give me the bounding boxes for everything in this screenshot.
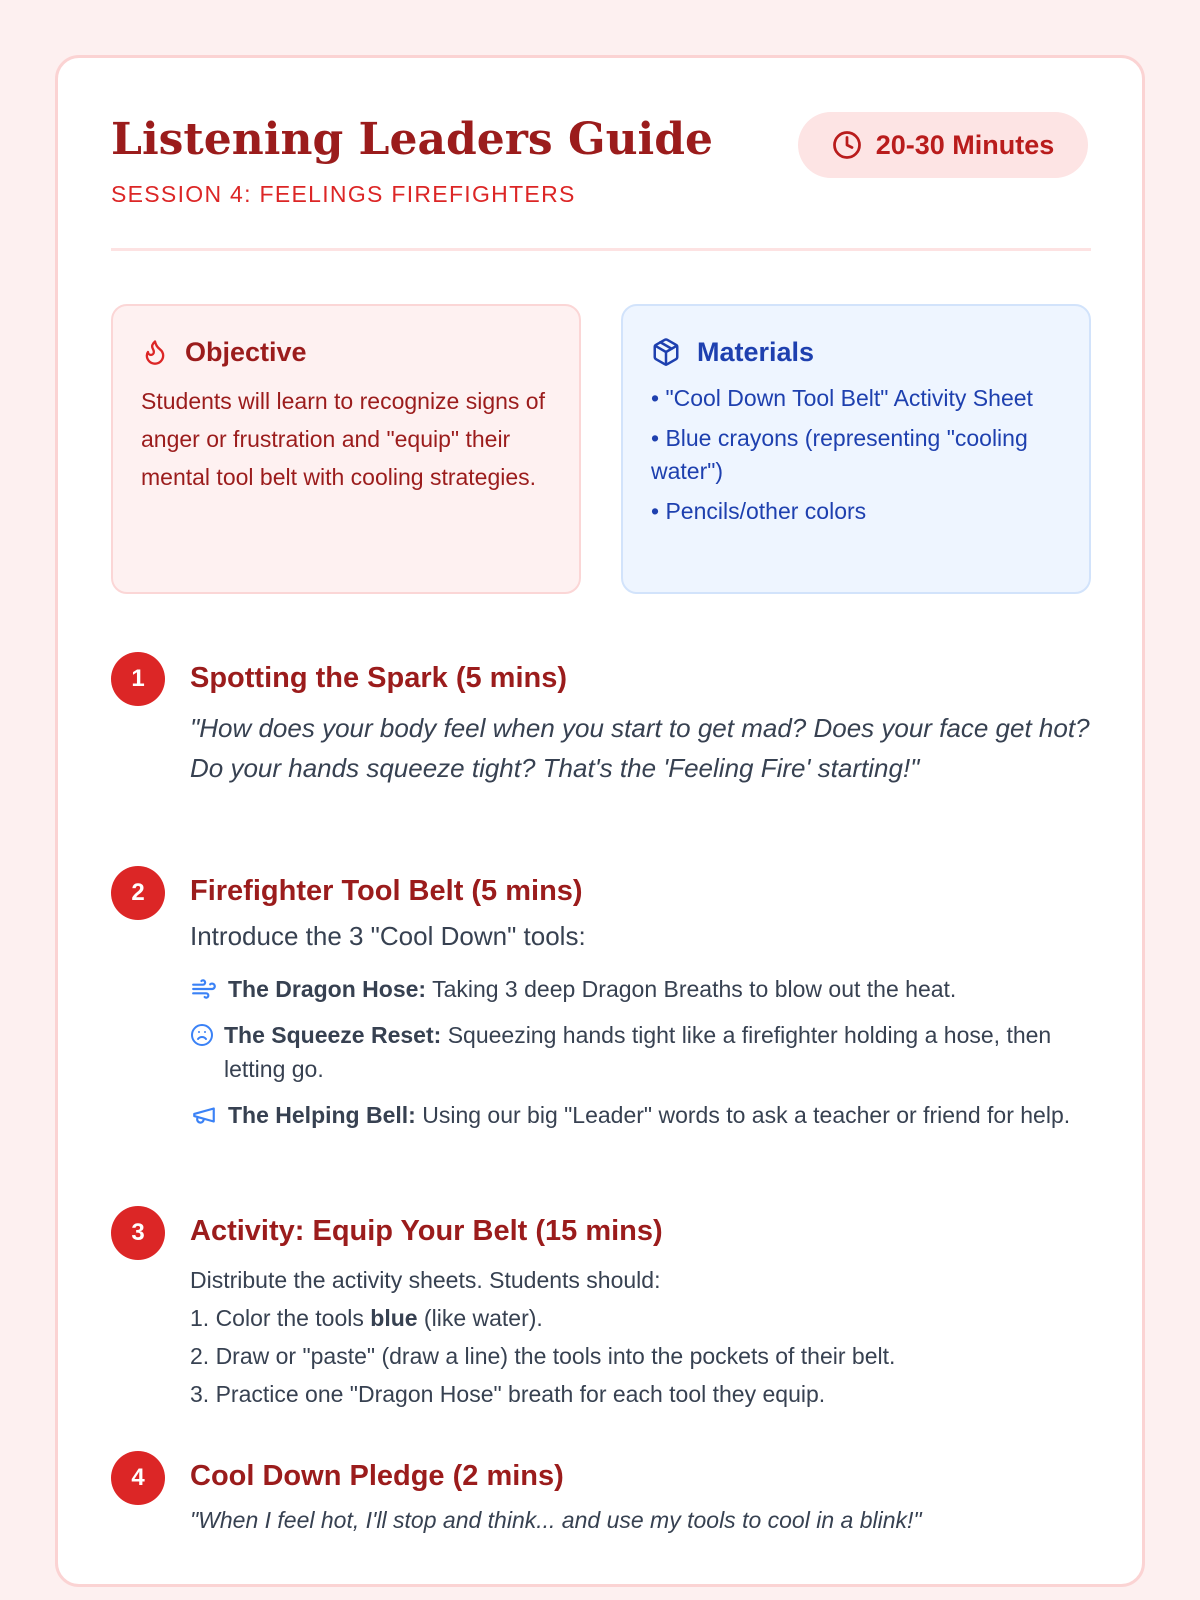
step-4-title: Cool Down Pledge (2 mins) (190, 1460, 564, 1492)
flame-icon (141, 338, 169, 366)
step-3-line-2: 2. Draw or "paste" (draw a line) the tools into the pockets of their belt. (190, 1343, 896, 1369)
tool-name: The Squeeze Reset: (224, 1022, 442, 1048)
cool-down-tools (190, 972, 1090, 1144)
step-3-line-3: 3. Practice one "Dragon Hose" breath for each tool they equip. (190, 1381, 826, 1407)
step-3-instructions (190, 1261, 1090, 1413)
megaphone-icon (191, 1102, 217, 1128)
materials-item: • "Cool Down Tool Belt" Activity Sheet (651, 385, 1033, 411)
package-icon (651, 337, 681, 367)
objective-heading-label: Objective (185, 337, 307, 367)
emphasis-blue: blue (370, 1305, 418, 1331)
tool-name: The Dragon Hose: (228, 976, 427, 1002)
tool-description: Using our big "Leader" words to ask a teacher or friend for help. (422, 1102, 1071, 1128)
step-2-title: Firefighter Tool Belt (5 mins) (190, 875, 583, 907)
step-4-number: 4 (111, 1451, 165, 1505)
tool-item (190, 1098, 1090, 1132)
materials-heading-label: Materials (697, 337, 815, 367)
step-3-intro: Distribute the activity sheets. Students should: (190, 1267, 661, 1293)
step-1-title: Spotting the Spark (5 mins) (190, 662, 568, 694)
wind-icon (191, 976, 217, 1002)
page-title: Listening Leaders Guide (111, 114, 714, 165)
duration-label: 20-30 Minutes (875, 129, 1055, 160)
step-2-number: 2 (111, 866, 165, 920)
step-3-line-1: 1. Color the tools blue (like water). (190, 1305, 543, 1331)
materials-item: • Blue crayons (representing "cooling water") (651, 425, 1028, 484)
materials-panel (621, 304, 1091, 594)
tool-item (190, 1018, 1090, 1086)
tool-description: Taking 3 deep Dragon Breaths to blow out the heat. (432, 976, 957, 1002)
header-divider (111, 248, 1091, 251)
tool-item (190, 972, 1090, 1006)
materials-heading (651, 334, 1061, 370)
tool-name: The Helping Bell: (228, 1102, 416, 1128)
objective-heading (141, 334, 551, 370)
step-3-title: Activity: Equip Your Belt (15 mins) (190, 1215, 663, 1247)
frown-icon (190, 1023, 214, 1047)
step-2-intro: Introduce the 3 "Cool Down" tools: (190, 921, 586, 951)
step-4-quote: "When I feel hot, I'll stop and think... and use my tools to cool in a blink!" (190, 1507, 922, 1533)
materials-item: • Pencils/other colors (651, 498, 867, 524)
materials-list (651, 382, 1061, 528)
step-1-quote: "How does your body feel when you start to get mad? Does your face get hot? Do your hands squeeze tight? That's the 'Feeling Fire' starting!" (190, 713, 1090, 783)
objective-panel (111, 304, 581, 594)
step-3-number: 3 (111, 1206, 165, 1260)
guide-card (55, 55, 1145, 1587)
duration-badge (798, 112, 1088, 178)
step-1-number: 1 (111, 652, 165, 706)
session-subtitle: SESSION 4: FEELINGS FIREFIGHTERS (111, 181, 576, 207)
objective-text: Students will learn to recognize signs of anger or frustration and "equip" their mental tool belt with cooling strategies. (141, 388, 545, 490)
clock-icon (832, 130, 862, 160)
tool-description: Squeezing hands tight like a firefighter holding a hose, then letting go. (224, 1022, 1052, 1082)
